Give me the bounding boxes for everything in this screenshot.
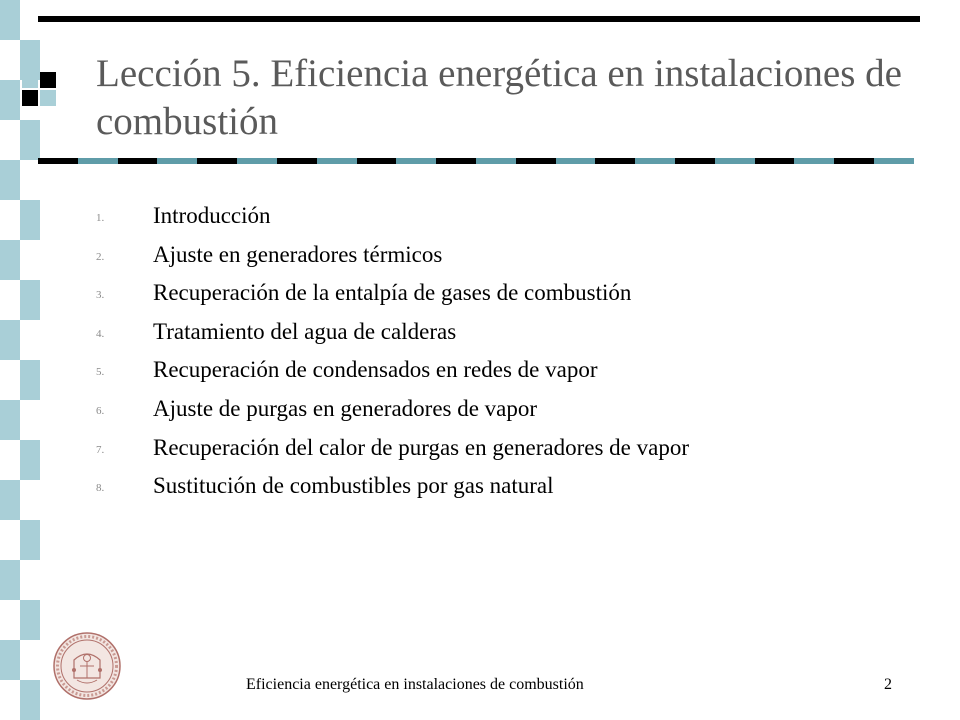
university-seal-logo (44, 630, 130, 702)
item-number: 5. (96, 366, 105, 379)
divider-segment (118, 158, 158, 164)
item-number: 3. (96, 289, 105, 302)
item-text: Recuperación de condensados en redes de vapor (153, 357, 598, 383)
divider-segment (635, 158, 675, 164)
divider-segment (476, 158, 516, 164)
divider-segment (675, 158, 715, 164)
band-cell (20, 680, 40, 720)
footer-title: Eficiencia energética en instalaciones de combustión (246, 676, 584, 693)
band-cell (0, 240, 20, 280)
page-number: 2 (884, 676, 892, 693)
divider-segment (237, 158, 277, 164)
item-text: Recuperación del calor de purgas en generadores de vapor (153, 434, 689, 460)
band-cell (0, 160, 20, 200)
item-text: Tratamiento del agua de calderas (153, 318, 457, 344)
divider-segment (874, 158, 914, 164)
agenda-item (96, 468, 689, 507)
band-cell (0, 320, 20, 360)
divider-segment (197, 158, 237, 164)
agenda-item (96, 352, 689, 391)
divider-segment (516, 158, 556, 164)
band-cell (20, 520, 40, 560)
agenda-item (96, 275, 689, 314)
item-number: 1. (96, 212, 105, 224)
band-cell (0, 480, 20, 520)
divider-segment (78, 158, 118, 164)
band-cell (0, 80, 20, 120)
divider-segment (357, 158, 397, 164)
left-checkered-band (0, 0, 40, 720)
agenda-item (96, 237, 689, 276)
divider-segment (834, 158, 874, 164)
item-text: Recuperación de la entalpía de gases de combustión (153, 280, 632, 306)
band-cell (0, 400, 20, 440)
divider-segment (317, 158, 357, 164)
band-cell (0, 560, 20, 600)
divider-segment (715, 158, 755, 164)
divider-segment (556, 158, 596, 164)
item-number: 2. (96, 250, 105, 263)
corner-decoration (22, 72, 56, 106)
divider-segment (794, 158, 834, 164)
slide-title: Lección 5. Eficiencia energética en instalaciones de combustión (96, 52, 902, 143)
divider-segment (436, 158, 476, 164)
divider-segment (755, 158, 795, 164)
top-rule (38, 16, 920, 22)
item-text: Introducción (153, 203, 271, 228)
band-cell (0, 0, 20, 40)
agenda-item (96, 198, 689, 237)
divider-segment (396, 158, 436, 164)
agenda-item (96, 391, 689, 430)
agenda-item (96, 430, 689, 469)
item-text: Ajuste de purgas en generadores de vapor (153, 395, 538, 421)
band-cell (20, 200, 40, 240)
divider-segment (38, 158, 78, 164)
band-cell (20, 120, 40, 160)
item-number: 6. (96, 404, 105, 417)
agenda-list (96, 198, 689, 507)
band-cell (20, 440, 40, 480)
band-cell (20, 280, 40, 320)
divider-segment (277, 158, 317, 164)
band-cell (0, 640, 20, 680)
title-divider (38, 158, 914, 164)
item-number: 8. (96, 482, 105, 495)
item-text: Sustitución de combustibles por gas natural (153, 473, 554, 499)
divider-segment (157, 158, 197, 164)
item-number: 7. (96, 443, 105, 456)
agenda-item (96, 314, 689, 353)
item-number: 4. (96, 327, 105, 340)
band-cell (20, 600, 40, 640)
item-text: Ajuste en generadores térmicos (153, 241, 443, 267)
divider-segment (595, 158, 635, 164)
band-cell (20, 360, 40, 400)
